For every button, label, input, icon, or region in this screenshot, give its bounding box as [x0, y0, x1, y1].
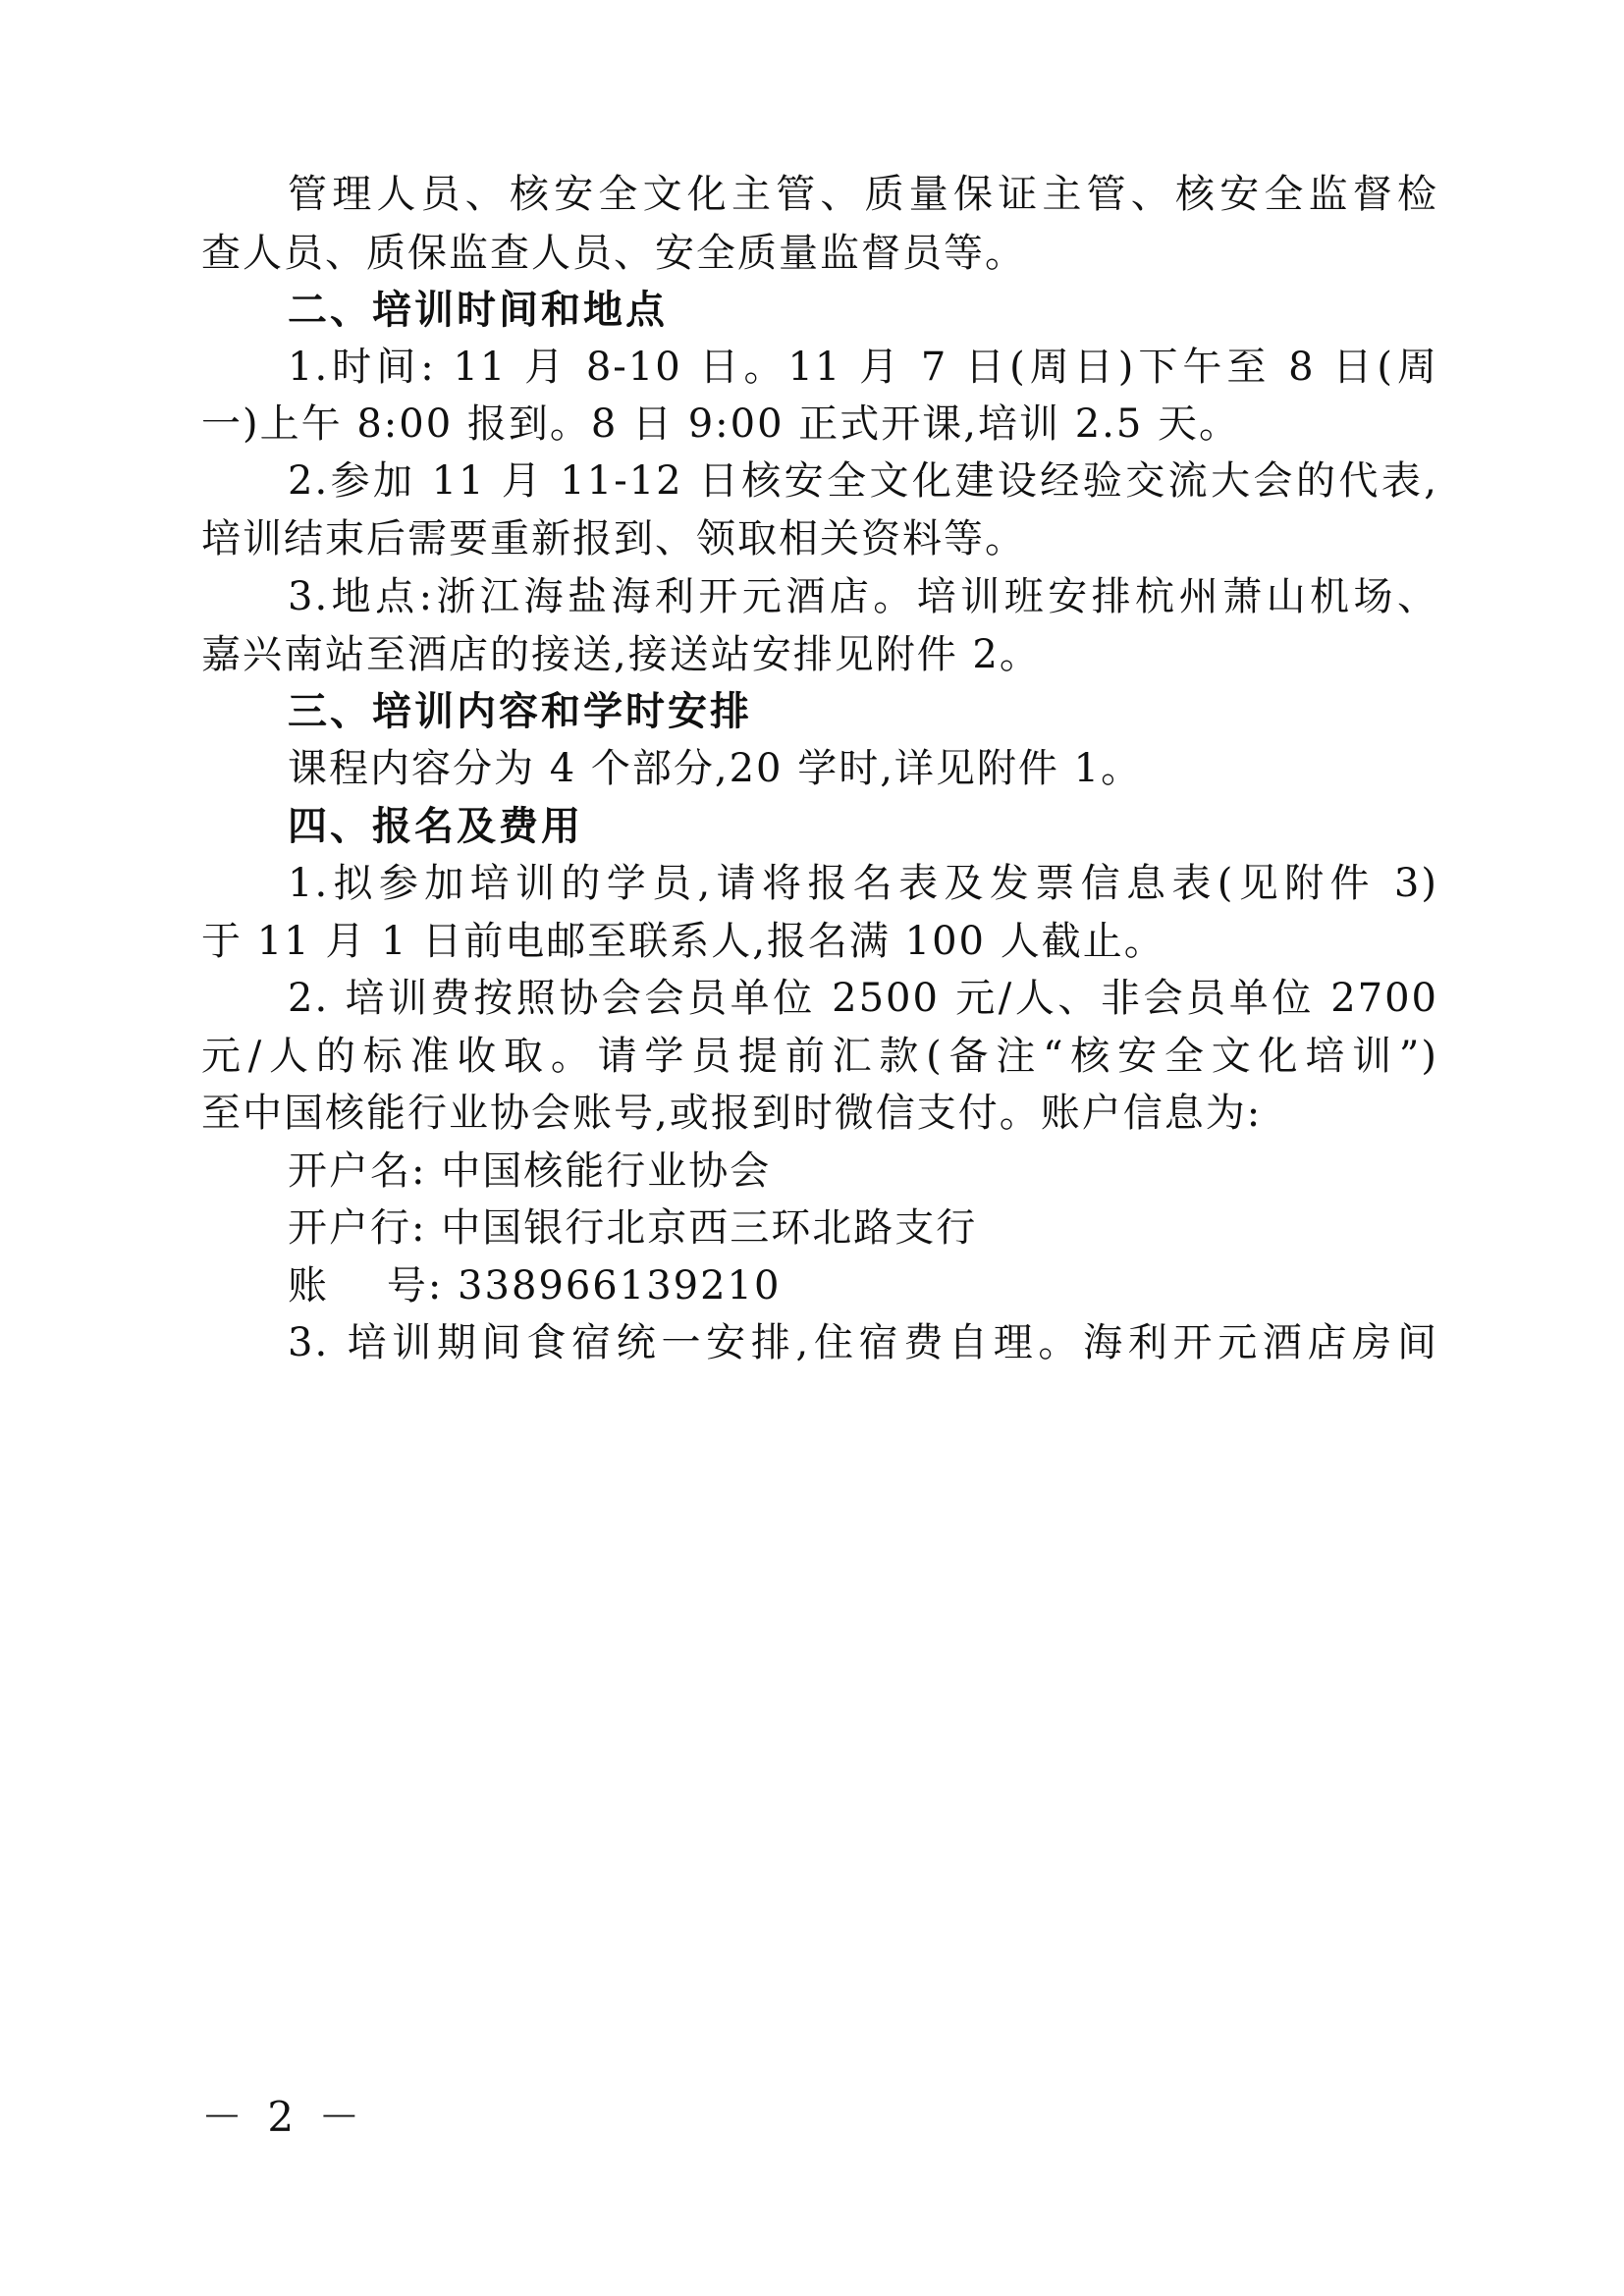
body-line-3: 1.时间: 11 月 8-10 日。11 月 7 日(周日)下午至 8 日(周 — [288, 345, 1438, 390]
section-heading-4: 四、报名及费用 — [288, 804, 583, 849]
body-line-12: 2. 培训费按照协会会员单位 2500 元/人、非会员单位 2700 — [288, 976, 1438, 1021]
body-line-11: 于 11 月 1 日前电邮至联系人,报名满 100 人截止。 — [201, 919, 1165, 964]
body-line-8: 嘉兴南站至酒店的接送,接送站安排见附件 2。 — [201, 632, 1041, 677]
section-heading-3: 三、培训内容和学时安排 — [288, 689, 752, 734]
account-name-line: 开户名: 中国核能行业协会 — [288, 1148, 772, 1194]
body-line-10: 1.拟参加培训的学员,请将报名表及发票信息表(见附件 3) — [288, 861, 1438, 906]
body-line-2: 查人员、质保监查人员、安全质量监督员等。 — [201, 231, 1026, 276]
body-line-5: 2.参加 11 月 11-12 日核安全文化建设经验交流大会的代表, — [288, 458, 1438, 504]
section-heading-2: 二、培训时间和地点 — [288, 288, 668, 333]
body-line-9: 课程内容分为 4 个部分,20 学时,详见附件 1。 — [288, 746, 1143, 791]
account-number-line: 账 号: 338966139210 — [288, 1263, 782, 1308]
body-line-6: 培训结束后需要重新报到、领取相关资料等。 — [201, 516, 1026, 561]
page-number: － 2 － — [201, 2093, 366, 2141]
bank-name-line: 开户行: 中国银行北京西三环北路支行 — [288, 1205, 978, 1251]
body-line-7: 3.地点:浙江海盐海利开元酒店。培训班安排杭州萧山机场、 — [288, 574, 1438, 619]
body-line-13: 元/人的标准收取。请学员提前汇款(备注“核安全文化培训”) — [201, 1034, 1438, 1079]
body-line-14: 至中国核能行业协会账号,或报到时微信支付。账户信息为: — [201, 1091, 1263, 1136]
body-line-1: 管理人员、核安全文化主管、质量保证主管、核安全监督检 — [288, 172, 1438, 217]
body-line-4: 一)上午 8:00 报到。8 日 9:00 正式开课,培训 2.5 天。 — [201, 401, 1241, 447]
body-line-15: 3. 培训期间食宿统一安排,住宿费自理。海利开元酒店房间 — [288, 1320, 1438, 1365]
